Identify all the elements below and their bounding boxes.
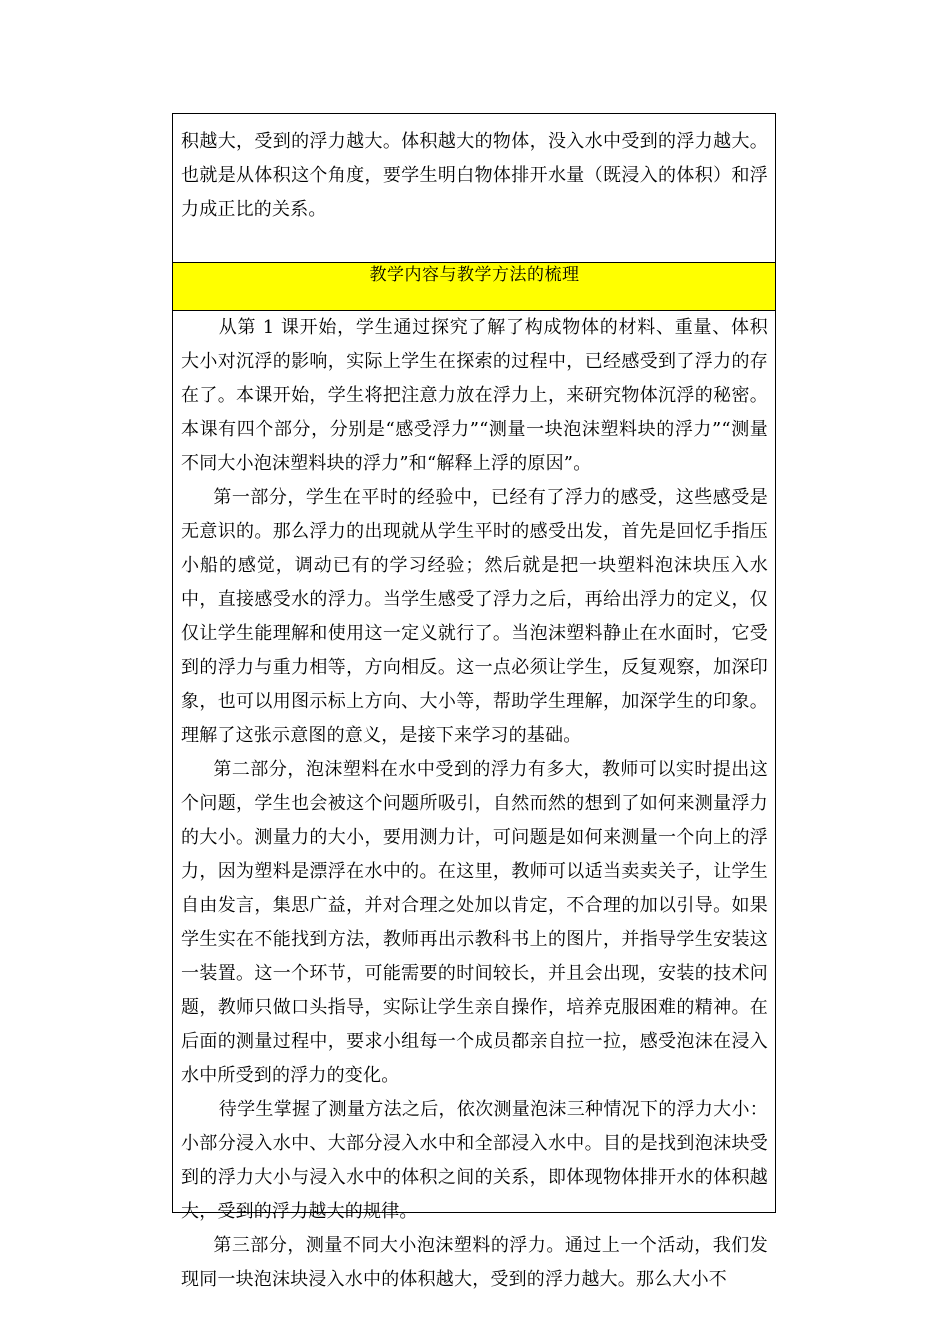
paragraph-part-two: 第二部分，泡沫塑料在水中受到的浮力有多大，教师可以实时提出这个问题，学生也会被这个问题所吸引，自然而然的想到了如何来测量浮力的大小。测量力的大小，要用测力计，可问题是如何来测量一个向上的浮力，因为塑料是漂浮在水中的。在这里，教师可以适当卖卖关子，让学生自由发言，集思广益，并对合理之处加以肯定，不合理的加以引导。如果学生实在不能找到方法，教师再出示教科书上的图片，并指导学生安装这一装置。这一个环节，可能需要的时间较长，并且会出现，安装的技术问题，教师只做口头指导，实际让学生亲自操作，培养克服困难的精神。在后面的测量过程中，要求小组每一个成员都亲自拉一拉，感受泡沫在浸入水中所受到的浮力的变化。 bbox=[181, 759, 768, 1086]
table-cell-main-text bbox=[173, 311, 775, 1290]
paragraph-measurement: 待学生掌握了测量方法之后，依次测量泡沫三种情况下的浮力大小：小部分浸入水中、大部分浸入水中和全部浸入水中。目的是找到泡沫块受到的浮力大小与浸入水中的体积之间的关系，即体现物体排开水的体积越大，受到的浮力越大的规律。 bbox=[181, 1099, 768, 1222]
table-cell-heading bbox=[173, 263, 775, 311]
paragraph-part-three: 第三部分，测量不同大小泡沫塑料的浮力。通过上一个活动，我们发现同一块泡沫块浸入水中的体积越大，受到的浮力越大。那么大小不 bbox=[181, 1235, 768, 1290]
content-table bbox=[172, 113, 776, 1290]
table-cell-previous-text bbox=[173, 114, 775, 263]
paragraph-intro: 从第 1 课开始，学生通过探究了解了构成物体的材料、重量、体积大小对沉浮的影响，实际上学生在探索的过程中，已经感受到了浮力的存在了。本课开始，学生将把注意力放在浮力上，来研究物体沉浮的秘密。本课有四个部分，分别是“感受浮力”“测量一块泡沫塑料块的浮力”“测量不同大小泡沫塑料块的浮力”和“解释上浮的原因”。 bbox=[181, 317, 768, 474]
paragraph-continued: 积越大，受到的浮力越大。体积越大的物体，没入水中受到的浮力越大。也就是从体积这个角度，要学生明白物体排开水量（既浸入的体积）和浮力成正比的关系。 bbox=[181, 131, 768, 220]
paragraph-part-one: 第一部分，学生在平时的经验中，已经有了浮力的感受，这些感受是无意识的。那么浮力的出现就从学生平时的感受出发，首先是回忆手指压小船的感觉，调动已有的学习经验；然后就是把一块塑料泡沫块压入水中，直接感受水的浮力。当学生感受了浮力之后，再给出浮力的定义，仅仅让学生能理解和使用这一定义就行了。当泡沫塑料静止在水面时，它受到的浮力与重力相等，方向相反。这一点必须让学生，反复观察，加深印象，也可以用图示标上方向、大小等，帮助学生理解，加深学生的印象。理解了这张示意图的意义，是接下来学习的基础。 bbox=[181, 487, 768, 746]
section-heading: 教学内容与教学方法的梳理 bbox=[369, 265, 580, 285]
